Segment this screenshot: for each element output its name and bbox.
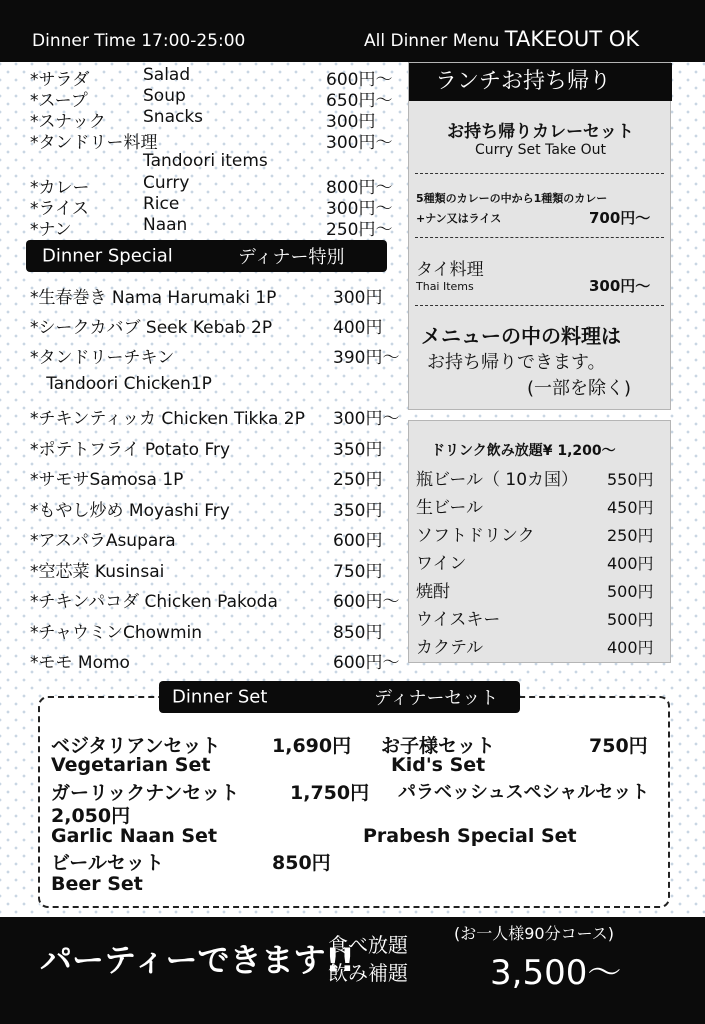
kids-set-price: 750円 (589, 735, 648, 757)
thai-price: 300円～ (589, 277, 651, 295)
menu-item-price: 650円～ (326, 91, 393, 111)
prabesh-special-set-jp: パラベッシュスペシャルセット (398, 782, 650, 803)
beer-set-jp: ビールセット (51, 852, 164, 874)
vegetarian-set-jp: ベジタリアンセット (51, 735, 221, 757)
special-item-name: *タンドリーチキン (30, 348, 175, 368)
special-item-price: 750円 (333, 562, 383, 582)
menu-item-en: Soup (143, 86, 186, 106)
dinner-set-title-en: Dinner Set (172, 686, 268, 708)
special-item-name: *チキンティッカ Chicken Tikka 2P (30, 409, 305, 429)
takeout-note-line3: (一部を除く) (527, 378, 632, 399)
drinks-header: ドリンク飲み放題¥ 1,200～ (431, 443, 616, 459)
kids-set-en: Kid's Set (391, 754, 486, 776)
special-item-name: *モモ Momo (30, 653, 130, 673)
garlic-naan-set-jp: ガーリックナンセット (51, 782, 240, 804)
special-item-price: 600円～ (333, 592, 400, 612)
special-item-price: 300円～ (333, 409, 400, 429)
special-item-name: *空芯菜 Kusinsai (30, 562, 165, 582)
divider (415, 237, 664, 238)
dinner-time-text: Dinner Time 17:00-25:00 (32, 31, 246, 51)
beer-set-price: 850円 (272, 852, 331, 874)
special-item-name: *アスパラAsupara (30, 531, 176, 551)
menu-item-jp: *スープ (30, 91, 88, 111)
drink-name: カクテル (416, 638, 484, 658)
drink-name: 焼酎 (416, 582, 450, 602)
special-item-price: 400円 (333, 318, 383, 338)
dinner-special-title-en: Dinner Special (42, 245, 173, 267)
party-eat-all: 食べ放題 (328, 933, 408, 957)
dinner-set-title-jp: ディナーセット (374, 688, 499, 709)
menu-item-price: 300円～ (326, 199, 393, 219)
drink-price: 400円 (607, 638, 654, 657)
drink-price: 450円 (607, 498, 654, 517)
takeout-note-line2: お持ち帰りできます。 (427, 352, 606, 373)
garlic-naan-set-price: 1,750円 (290, 782, 370, 804)
menu-item-price: 300円 (326, 112, 376, 132)
thai-title-en: Thai Items (416, 280, 474, 293)
drink-name: 生ビール (416, 498, 483, 518)
menu-item-jp: *ナン (30, 220, 72, 240)
header-bar (0, 0, 705, 62)
drinks-panel (408, 420, 671, 663)
drink-name: ワイン (416, 554, 467, 574)
takeout-panel (408, 62, 671, 410)
takeout-note-line1: メニューの中の料理は (421, 324, 621, 348)
dinner-set-box (38, 696, 670, 908)
drink-price: 550円 (607, 470, 654, 489)
special-item-name: Tandoori Chicken1P (30, 374, 212, 394)
menu-item-en: Naan (143, 215, 188, 235)
takeout-header: ランチお持ち帰り (409, 63, 672, 101)
menu-item-price: 600円～ (326, 70, 393, 90)
special-item-price: 250円 (333, 470, 383, 490)
special-item-name: *サモサSamosa 1P (30, 470, 184, 490)
special-item-name: *ポテトフライ Potato Fry (30, 440, 231, 460)
dinner-set-banner (159, 681, 520, 713)
menu-item-en: Tandoori items (143, 151, 268, 171)
dinner-special-banner (26, 240, 387, 272)
prabesh-special-set-price: 2,050円 (51, 805, 131, 827)
party-banner (0, 917, 705, 1024)
special-item-name: *チャウミンChowmin (30, 623, 202, 643)
menu-item-jp: *ライス (30, 199, 89, 219)
kids-set-jp: お子様セット (381, 735, 496, 757)
special-item-price: 600円～ (333, 653, 400, 673)
vegetarian-set-price: 1,690円 (272, 735, 352, 757)
special-item-price: 350円 (333, 440, 383, 460)
menu-item-en: Salad (143, 65, 191, 85)
party-price: 3,500～ (490, 953, 622, 993)
thai-title-jp: タイ料理 (416, 260, 484, 280)
curry-set-title-jp: お持ち帰りカレーセット (447, 122, 634, 142)
menu-item-price: 250円～ (326, 220, 393, 240)
special-item-price: 850円 (333, 623, 383, 643)
special-item-name: *チキンパコダ Chicken Pakoda (30, 592, 278, 612)
prabesh-special-set-en: Prabesh Special Set (363, 825, 577, 847)
special-item-price: 390円～ (333, 348, 400, 368)
drink-price: 500円 (607, 610, 654, 629)
drink-name: ソフトドリンク (416, 526, 535, 546)
menu-item-en: Snacks (143, 107, 204, 127)
drink-price: 500円 (607, 582, 654, 601)
special-item-price: 600円 (333, 531, 383, 551)
garlic-naan-set-en: Garlic Naan Set (51, 825, 218, 847)
curry-choice-text: 5種類のカレーの中から1種類のカレー (416, 192, 608, 205)
special-item-price: 350円 (333, 501, 383, 521)
divider (415, 305, 664, 306)
takeout-ok-text: TAKEOUT OK (504, 27, 640, 51)
special-item-price: 300円 (333, 288, 383, 308)
menu-item-jp: *サラダ (30, 70, 90, 90)
party-course: (お一人様90分コース) (454, 924, 615, 943)
menu-item-price: 300円～ (326, 133, 393, 153)
menu-item-en: Rice (143, 194, 180, 214)
drink-price: 400円 (607, 554, 654, 573)
menu-item-price: 800円～ (326, 178, 393, 198)
menu-item-jp: *スナック (30, 112, 106, 132)
vegetarian-set-en: Vegetarian Set (51, 754, 211, 776)
curry-choice-text: +ナン又はライス (416, 212, 502, 225)
party-drink-all: 飲み補題 (328, 961, 408, 985)
takeout-notice (364, 27, 639, 51)
drink-price: 250円 (607, 526, 654, 545)
drink-name: 瓶ビール（ 10カ国） (416, 470, 579, 490)
divider (415, 173, 664, 174)
special-item-name: *生春巻き Nama Harumaki 1P (30, 288, 277, 308)
dinner-special-title-jp: ディナー特別 (238, 247, 345, 268)
drink-name: ウイスキー (416, 610, 501, 630)
special-item-name: *シークカバブ Seek Kebab 2P (30, 318, 273, 338)
all-dinner-menu-text: All Dinner Menu (364, 31, 500, 51)
menu-item-jp: *タンドリー料理 (30, 133, 158, 153)
menu-item-jp: *カレー (30, 178, 90, 198)
curry-set-title-en: Curry Set Take Out (475, 142, 606, 158)
special-item-name: *もやし炒め Moyashi Fry (30, 501, 230, 521)
menu-item-en: Curry (143, 173, 190, 193)
beer-set-en: Beer Set (51, 873, 143, 895)
party-headline: パーティーできます!! (40, 941, 355, 979)
curry-set-price: 700円～ (589, 209, 651, 227)
